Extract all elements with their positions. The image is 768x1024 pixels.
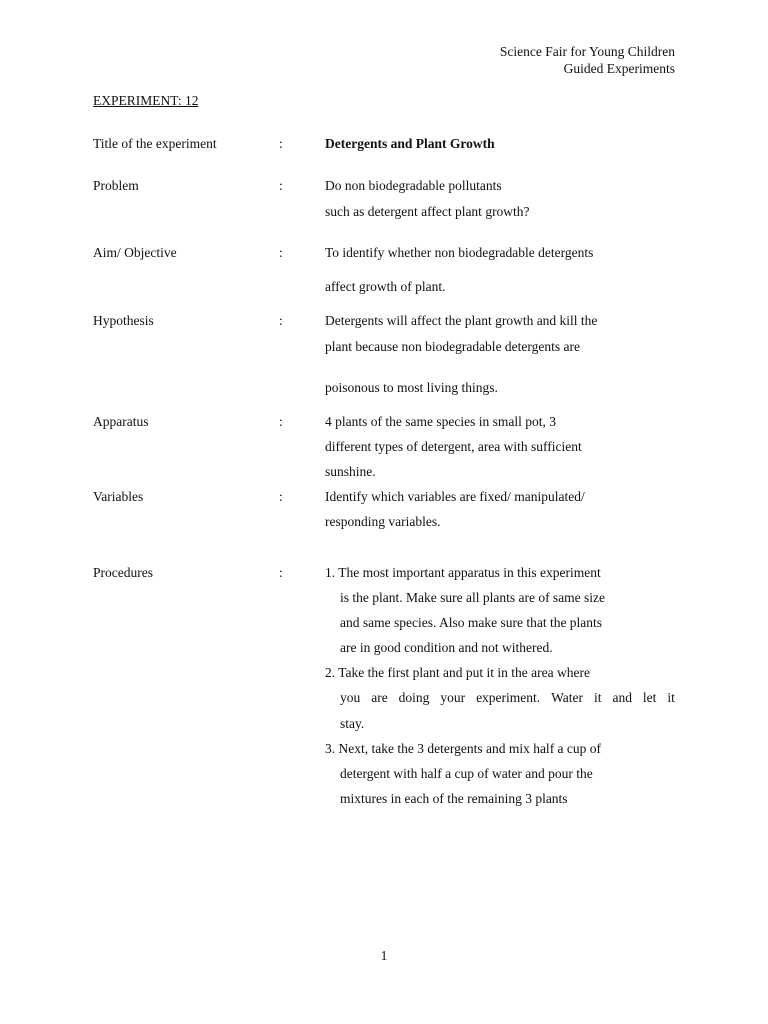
apparatus-label: Apparatus	[93, 414, 149, 429]
problem-label: Problem	[93, 178, 139, 193]
procedure-step-1-line-3: and same species. Also make sure that the plants	[340, 615, 603, 630]
procedure-step-2-line-1: 2. Take the first plant and put it in the area where	[325, 665, 590, 680]
page-number: 1	[380, 948, 388, 963]
variables-line-1: Identify which variables are fixed/ manipulated/	[325, 489, 585, 504]
variables-label: Variables	[93, 489, 144, 504]
justified-word: are	[371, 690, 388, 705]
apparatus-colon: :	[279, 414, 283, 429]
procedure-step-3-line-2: detergent with half a cup of water and pour the	[340, 766, 593, 781]
experiment-label: EXPERIMENT: 12	[93, 93, 199, 108]
hypothesis-label: Hypothesis	[93, 313, 154, 328]
hypothesis-colon: :	[279, 313, 283, 328]
justified-word: let	[642, 690, 657, 705]
header-line-2: Guided Experiments	[563, 61, 675, 76]
justified-word: experiment.	[476, 690, 541, 705]
procedure-step-3-line-1: 3. Next, take the 3 detergents and mix half a cup of	[325, 741, 602, 756]
aim-label: Aim/ Objective	[93, 245, 177, 260]
justified-word: your	[440, 690, 466, 705]
justified-word: Water	[551, 690, 584, 705]
procedure-step-2-line-2	[340, 690, 675, 706]
problem-colon: :	[279, 178, 283, 193]
hypothesis-line-3: poisonous to most living things.	[325, 380, 498, 395]
aim-line-1: To identify whether non biodegradable detergents	[325, 245, 594, 260]
procedures-colon: :	[279, 565, 283, 580]
hypothesis-line-1: Detergents will affect the plant growth and kill the	[325, 313, 598, 328]
procedure-step-2-line-3: stay.	[340, 716, 365, 731]
aim-line-2: affect growth of plant.	[325, 279, 446, 294]
apparatus-line-2: different types of detergent, area with sufficient	[325, 439, 582, 454]
apparatus-line-1: 4 plants of the same species in small pot, 3	[325, 414, 556, 429]
apparatus-line-3: sunshine.	[325, 464, 376, 479]
title-value: Detergents and Plant Growth	[325, 136, 495, 151]
title-label: Title of the experiment	[93, 136, 217, 151]
problem-line-1: Do non biodegradable pollutants	[325, 178, 502, 193]
justified-word: you	[340, 690, 361, 705]
justified-word: doing	[398, 690, 430, 705]
justified-word: it	[667, 690, 675, 705]
procedure-step-1-line-1: 1. The most important apparatus in this experiment	[325, 565, 601, 580]
justified-word: it	[593, 690, 602, 705]
procedure-step-1-line-2: is the plant. Make sure all plants are of same size	[340, 590, 606, 605]
header-line-1: Science Fair for Young Children	[499, 44, 675, 59]
justified-word: and	[612, 690, 632, 705]
variables-colon: :	[279, 489, 283, 504]
variables-line-2: responding variables.	[325, 514, 441, 529]
procedures-label: Procedures	[93, 565, 153, 580]
procedure-step-3-line-3: mixtures in each of the remaining 3 plants	[340, 791, 568, 806]
hypothesis-line-2: plant because non biodegradable detergents are	[325, 339, 581, 354]
aim-colon: :	[279, 245, 283, 260]
title-colon: :	[279, 136, 283, 151]
problem-line-2: such as detergent affect plant growth?	[325, 204, 530, 219]
procedure-step-1-line-4: are in good condition and not withered.	[340, 640, 553, 655]
